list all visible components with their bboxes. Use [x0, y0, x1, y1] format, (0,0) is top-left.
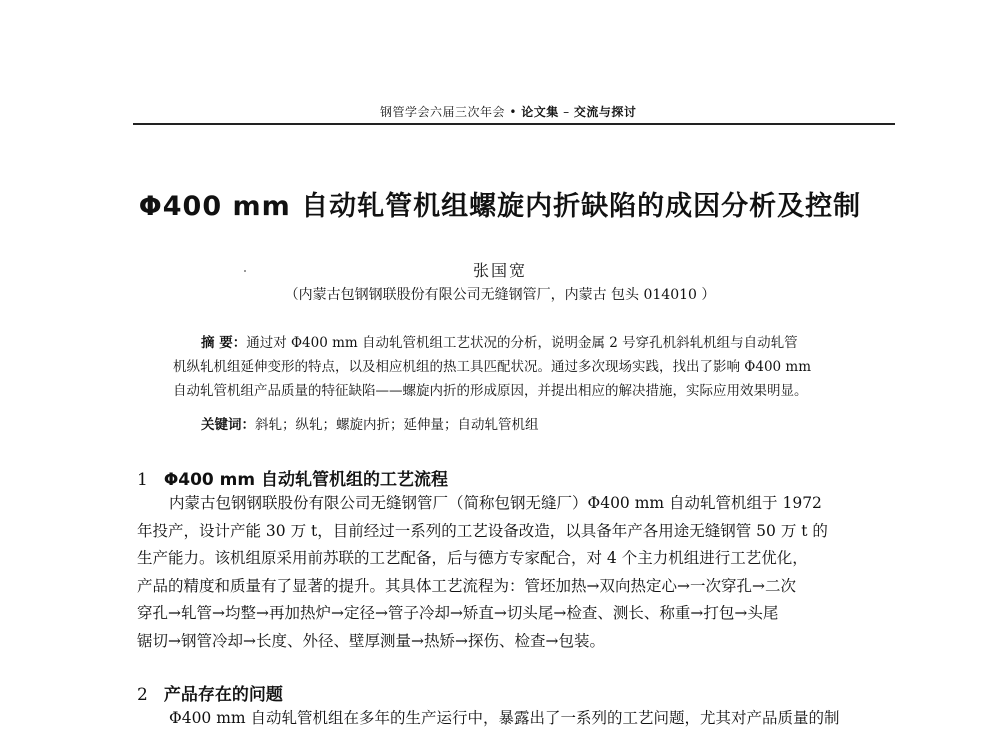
section-number-1: 1	[137, 470, 148, 490]
keywords	[201, 413, 539, 433]
section-title-2: 产品存在的问题	[163, 685, 283, 705]
section-1-line-5: 穿孔→轧管→均整→再加热炉→定径→管子冷却→矫直→切头尾→检查、测长、称重→打包→头尾	[137, 604, 779, 622]
abstract-line-2: 机纵轧机组延伸变形的特点，以及相应机组的热工具匹配状况。通过多次现场实践，找出了影响 Φ400 mm	[173, 359, 812, 375]
section-heading-2	[137, 680, 283, 705]
section-2-line-1: Φ400 mm 自动轧管机组在多年的生产运行中，暴露出了一系列的工艺问题，尤其对产品质量的制	[169, 709, 840, 727]
section-heading-1	[137, 465, 448, 490]
section-1-line-2: 年投产，设计产能 30 万 t，目前经过一系列的工艺设备改造，以具备年产各用途无缝钢管 50 万 t 的	[137, 521, 828, 540]
keywords-label: 关键词：	[201, 417, 255, 433]
keywords-text: 斜轧；纵轧；螺旋内折；延伸量；自动轧管机组	[255, 417, 539, 433]
section-1-line-3: 生产能力。该机组原采用前苏联的工艺配备，后与德方专家配合，对 4 个主力机组进行工艺优化，	[137, 549, 808, 567]
section-1-line-1: 内蒙古包钢钢联股份有限公司无缝钢管厂（简称包钢无缝厂）Φ400 mm 自动轧管机组于 1972	[169, 494, 822, 512]
author-affiliation: （内蒙古包钢钢联股份有限公司无缝钢管厂，内蒙古 包头 014010 ）	[284, 287, 716, 303]
author-name: 张国宽	[472, 261, 527, 280]
header-dash: –	[563, 105, 570, 119]
abstract-line-1	[173, 331, 873, 355]
abstract-line-3: 自动轧管机组产品质量的特征缺陷——螺旋内折的形成原因，并提出相应的解决措施，实际应用效果明显。	[173, 383, 808, 399]
header-collection: 论文集	[521, 105, 559, 119]
abstract-label: 摘 要：	[201, 335, 247, 351]
header-section: 交流与探讨	[573, 105, 637, 119]
section-1-line-6: 锯切→钢管冷却→长度、外径、壁厚测量→热矫→探伤、检查→包装。	[137, 631, 605, 650]
section-title-1: Φ400 mm 自动轧管机组的工艺流程	[163, 470, 449, 490]
abstract	[173, 331, 873, 403]
header-rule	[133, 123, 895, 125]
section-1-body	[137, 490, 897, 655]
section-1-line-4: 产品的精度和质量有了显著的提升。其具体工艺流程为：管坯加热→双向热定心→一次穿孔→二次	[137, 576, 796, 595]
header-bullet: •	[509, 105, 517, 119]
paper-title: Φ400 mm 自动轧管机组螺旋内折缺陷的成因分析及控制	[138, 191, 862, 222]
running-header	[380, 103, 900, 120]
abstract-text-1: 通过对 Φ400 mm 自动轧管机组工艺状况的分析，说明金属 2 号穿孔机斜轧机组与自动轧管	[246, 335, 798, 351]
header-conference: 钢管学会六届三次年会	[380, 105, 506, 119]
section-number-2: 2	[137, 685, 148, 705]
section-2-body	[137, 705, 897, 733]
